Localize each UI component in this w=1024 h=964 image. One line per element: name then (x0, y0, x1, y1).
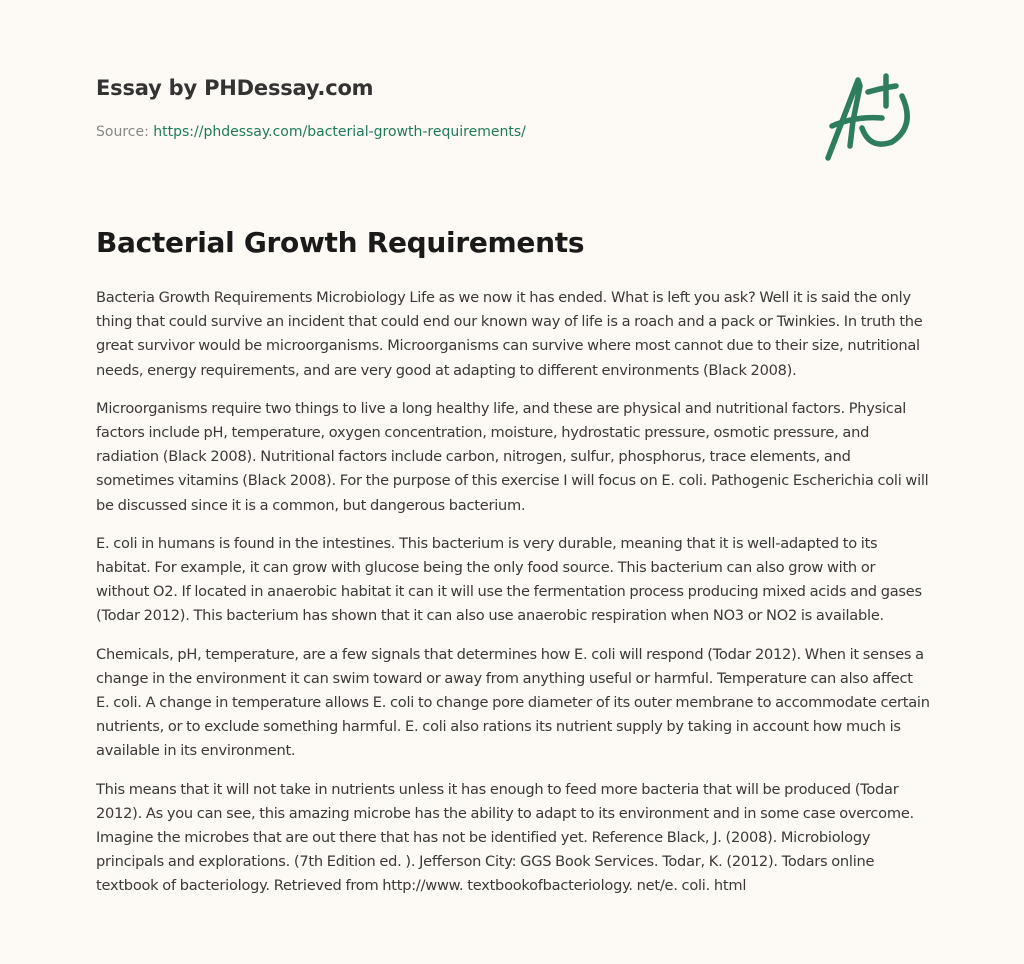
paragraph: This means that it will not take in nutrients unless it has enough to feed more bacteria that will be produced (Todar 2012). As you can see, this amazing microbe has the ability to adapt to its environment and in some case overcome. Imagine the microbes that are out there that has not be identified yet. Reference Black, J. (2008). Microbiology principals and explorations. (7th Edition ed. ). Jefferson City: GGS Book Services. Todar, K. (2012). Todars online textbook of bacteriology. Retrieved from http://www. textbookofbacteriology. net/e. coli. html (96, 780, 914, 895)
article-title: Bacterial Growth Requirements (96, 226, 585, 259)
source-link[interactable]: https://phdessay.com/bacterial-growth-requirements/ (153, 124, 526, 140)
paragraph: Microorganisms require two things to live a long healthy life, and these are physical and nutritional factors. Physical factors include pH, temperature, oxygen concentration, moisture, hydrostatic pressure, osmotic pressure, and radiation (Black 2008). Nutritional factors include carbon, nitrogen, sulfur, phosphorus, trace elements, and sometimes vitamins (Black 2008). For the purpose of this exercise I will focus on E. coli. Pathogenic Escherichia coli will be discussed since it is a common, but dangerous bacterium. (96, 399, 929, 514)
source-label: Source: (96, 124, 154, 140)
source-line (96, 124, 526, 140)
site-header (96, 76, 373, 100)
paragraph: Chemicals, pH, temperature, are a few signals that determines how E. coli will respond (Todar 2012). When it senses a change in the environment it can swim toward or away from anything useful or harmful. Temperature can also affect E. coli. A change in temperature allows E. coli to change pore diameter of its outer membrane to accommodate certain nutrients, or to exclude something harmful. E. coli also rations its nutrient supply by taking in account how much is available in its environment. (96, 645, 930, 760)
brand-title: Essay by PHDessay.com (96, 76, 374, 100)
article-body (96, 286, 930, 913)
paragraph: E. coli in humans is found in the intestines. This bacterium is very durable, meaning that it is well-adapted to its habitat. For example, it can grow with glucose being the only food source. This bacterium can also grow with or without O2. If located in anaerobic habitat it can it will use the fermentation process producing mixed acids and gases (Todar 2012). This bacterium has shown that it can also use anaerobic respiration when NO3 or NO2 is available. (96, 534, 922, 625)
paragraph: Bacteria Growth Requirements Microbiology Life as we now it has ended. What is left you ask? Well it is said the only thing that could survive an incident that could end our known way of life is a roach and a pack or Twinkies. In truth the great survivor would be microorganisms. Microorganisms can survive where most cannot due to their size, nutritional needs, energy requirements, and are very good at adapting to different environments (Black 2008). (96, 289, 923, 379)
a-plus-grade-icon (820, 66, 930, 166)
